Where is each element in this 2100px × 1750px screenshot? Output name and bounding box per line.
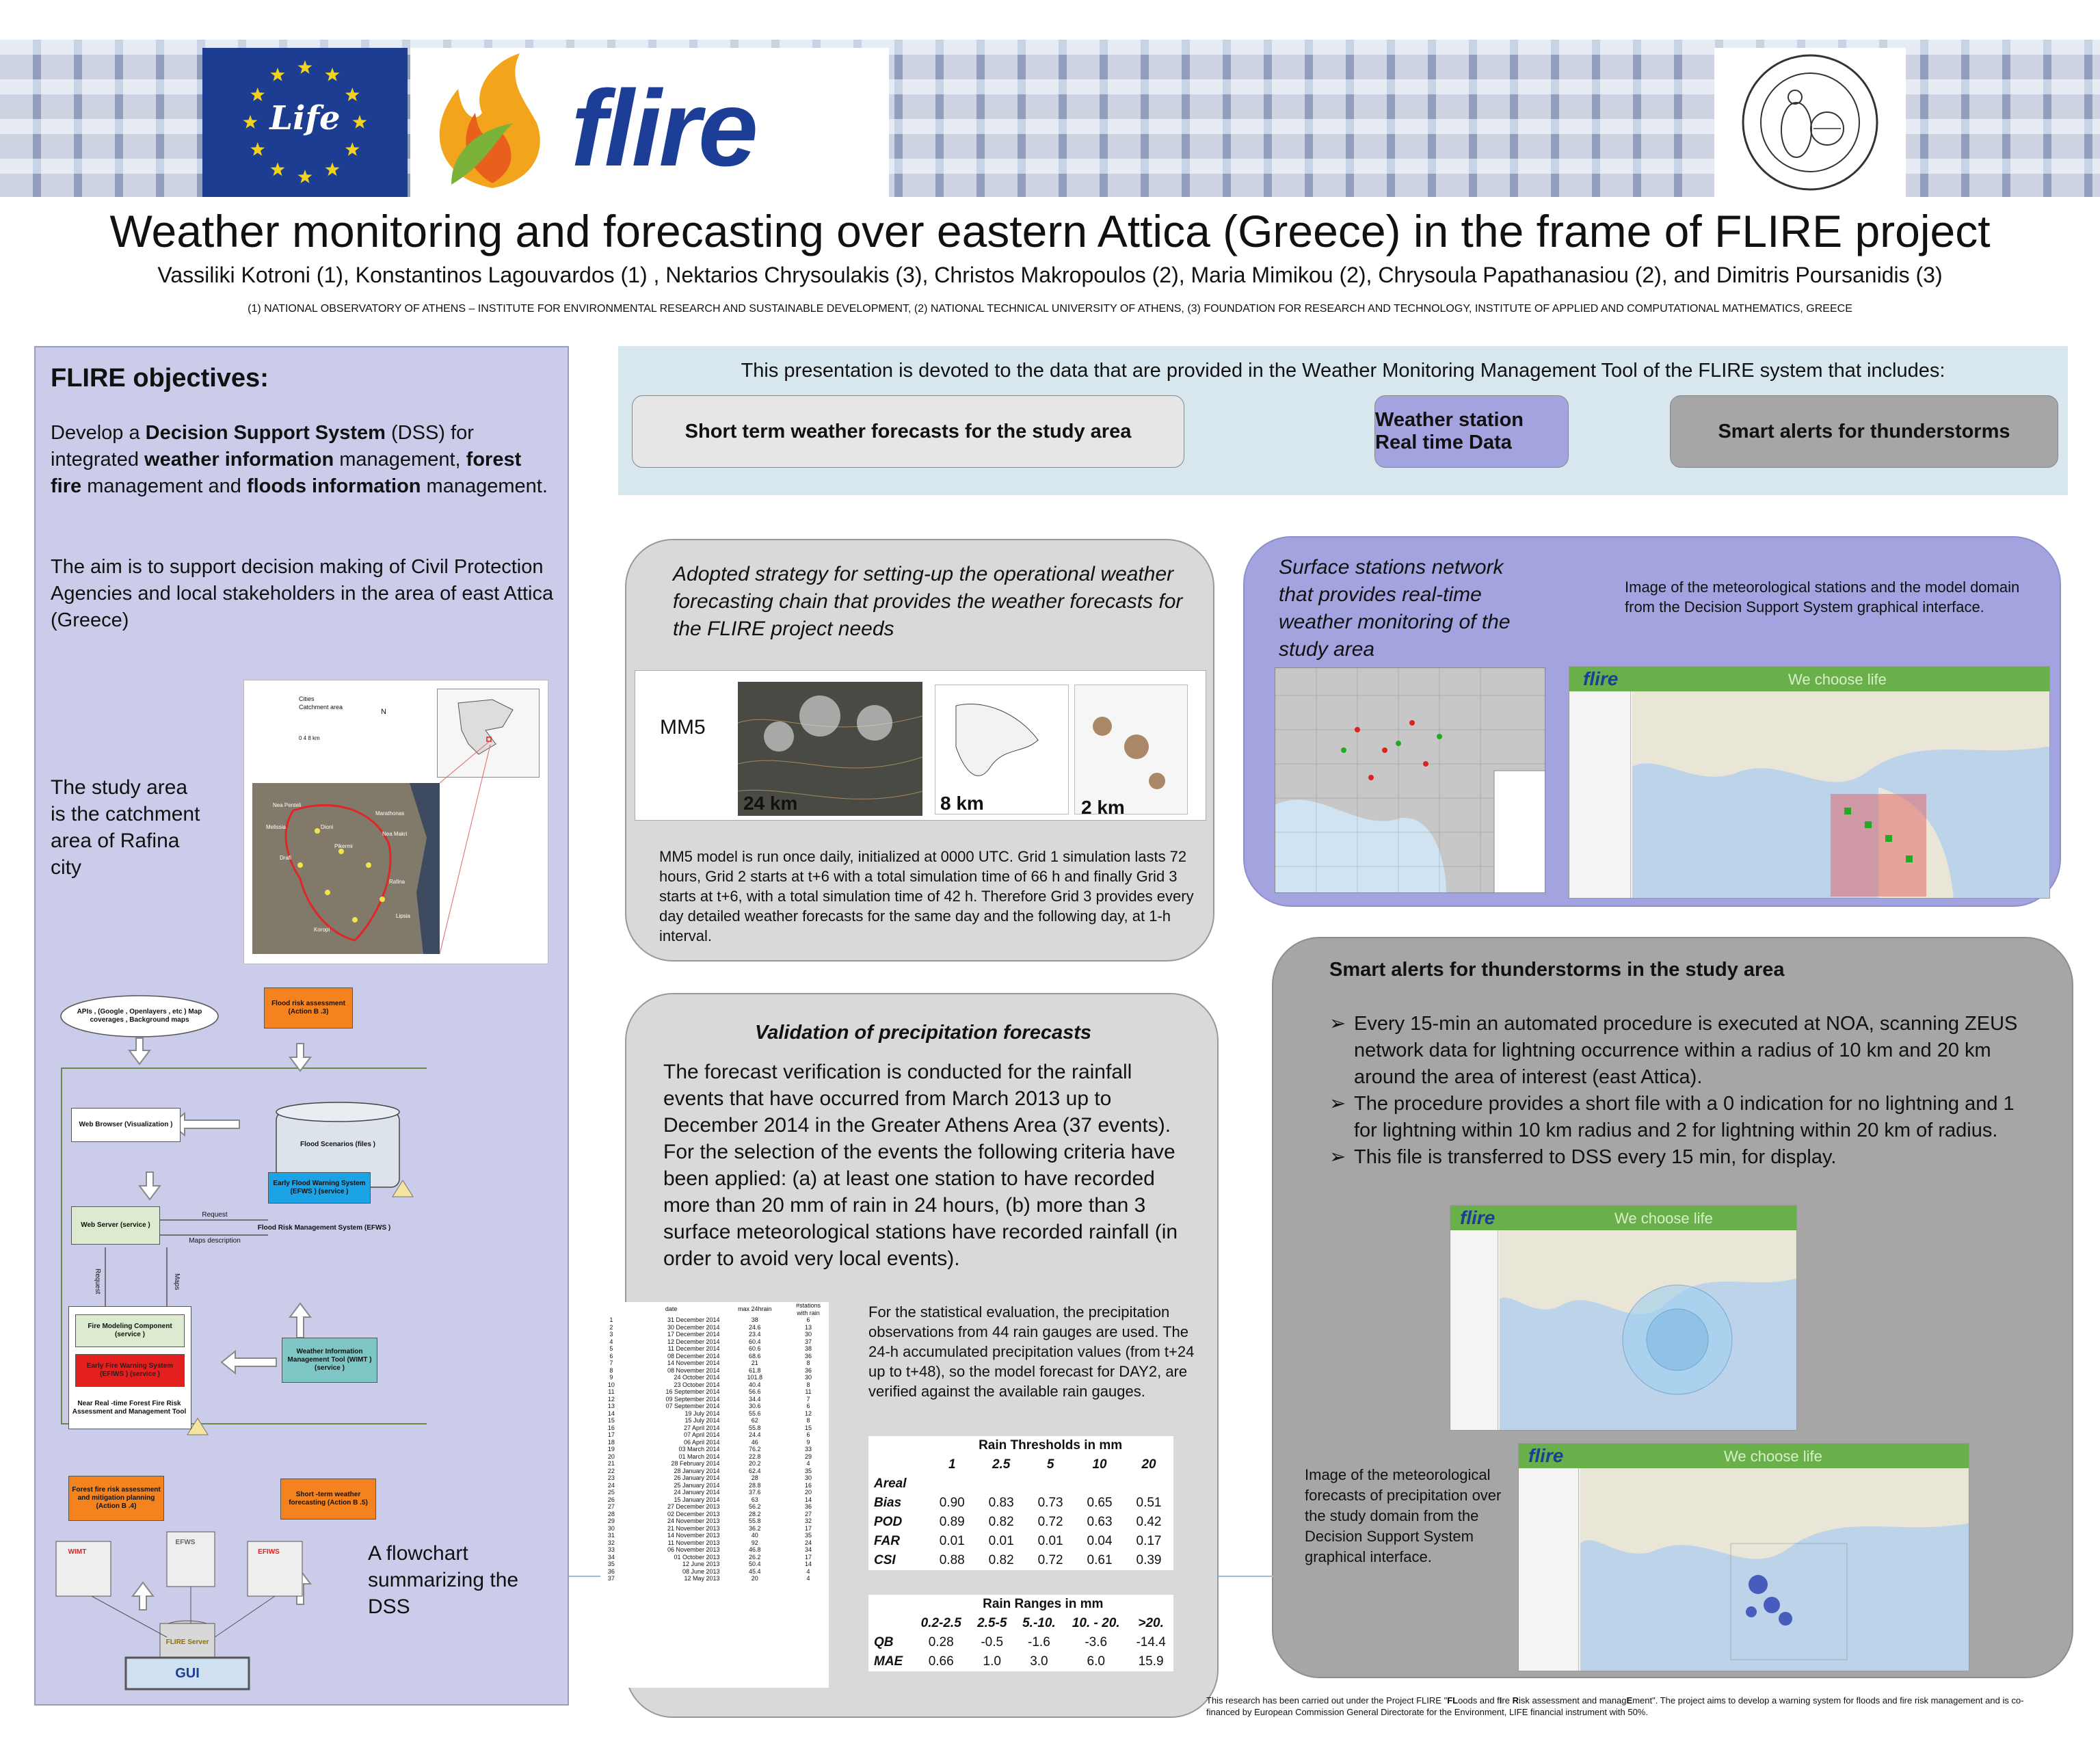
stations-map — [1275, 667, 1545, 893]
table-row: 18 06 April 2014 46 9 — [607, 1438, 810, 1446]
dss-map — [1500, 1230, 1796, 1430]
mm5-label: MM5 — [660, 716, 706, 739]
validation-section — [607, 993, 1219, 1718]
table-row: 26 15 January 2014 63 14 — [607, 1496, 812, 1503]
table-row: 15 15 July 2014 62 8 — [607, 1417, 810, 1424]
eu-star-icon — [298, 170, 313, 183]
ranges-table-container — [868, 1595, 1173, 1671]
table-row: 17 07 April 2014 24.4 6 — [607, 1431, 810, 1438]
request-vertical-label: Request — [94, 1269, 101, 1295]
near-real-time-node: Near Real -time Forest Fire Risk Assessment and Management Tool — [72, 1400, 187, 1416]
request-label: Request — [202, 1211, 228, 1219]
poster-title: Weather monitoring and forecasting over eastern Attica (Greece) in the frame of FLIRE project — [109, 206, 1991, 256]
short-term-node: Short -term weather forecasting (Action B .5) — [280, 1479, 376, 1520]
table-row: 12 09 September 2014 34.4 7 — [607, 1395, 810, 1403]
dss-logo: flire — [1583, 668, 1619, 689]
eu-star-icon — [250, 88, 265, 101]
thresholds-table-container — [868, 1436, 1173, 1570]
eu-star-icon — [250, 142, 265, 156]
alerts-heading: Smart alerts for thunderstorms in the study area — [1329, 959, 1785, 981]
table-row: 34 01 October 2013 26.2 17 — [607, 1553, 812, 1561]
grid3-map — [1074, 685, 1188, 814]
place-label: Dioni — [321, 824, 334, 830]
wimt-node: Weather Information Management Tool (WIMT ) (service ) — [282, 1338, 377, 1383]
table-row: 24 25 January 2014 28.8 16 — [607, 1481, 812, 1489]
maps-vertical-label: Maps — [173, 1273, 181, 1290]
flood-scenarios-node: Flood Scenarios (files ) — [300, 1141, 376, 1148]
map-legend-catchment: Catchment area — [299, 704, 343, 711]
pill-real-time: Weather station Real time Data — [1374, 395, 1569, 468]
strategy-heading: Adopted strategy for setting-up the operational weather forecasting chain that provides the weather forecasts for the FLIRE project needs — [673, 563, 1183, 640]
eu-star-icon — [353, 115, 367, 129]
table-row: 6 08 December 2014 68.6 36 — [609, 1352, 812, 1360]
intro-text: This presentation is devoted to the data that are provided in the Weather Monitoring Management Tool of the FLIRE system that includes: — [741, 360, 1945, 382]
grid1-label: 24 km — [743, 793, 798, 814]
arrow-bullet-icon: ➢ — [1329, 1013, 1346, 1035]
forest-fire-node: Forest fire risk assessment and mitigation planning (Action B .4) — [68, 1476, 164, 1521]
surface-section — [1243, 536, 2061, 907]
table-row: 27 27 December 2013 56.2 36 — [607, 1503, 812, 1510]
table-row: 14 19 July 2014 55.6 12 — [607, 1409, 812, 1417]
arrow-bullet-icon: ➢ — [1329, 1146, 1346, 1168]
map-scale: 0 4 8 km — [299, 735, 320, 741]
table-row: 11 16 September 2014 56.6 11 — [608, 1388, 812, 1395]
table-row: 28 02 December 2013 28.2 27 — [607, 1510, 812, 1517]
bullet-item: ➢ Every 15-min an automated procedure is executed at NOA, scanning ZEUS network data for lightning occurrence within a radius of 10 km and 20 km around the area of interest (east Attica). — [1329, 1011, 2041, 1091]
table-row: CSI 0.88 0.82 0.72 0.61 0.39 — [874, 1553, 1162, 1567]
table-row: 30 21 November 2013 36.2 17 — [607, 1524, 812, 1532]
efiws-node: Early Fire Warning System (EFIWS ) (service ) — [75, 1354, 185, 1387]
events-table: date max 24hrain #stations with rain 1 31 December 2014 38 6 2 30 December 2014 24.6 13 3 17 December 2014 23.4 30 4 12 December 2014 60.4 37 5 11 December 2014 60.6 38 6 08 December 2014 68.6 36 7 14 November 2014 21 8 8 08 November 2014 61.8 36 9 24 October 2014 101.8 30 10 23 October 2014 40.4 8 11 16 September 2014 56.6 11 12 09 September 2014 34.4 7 13 07 September 2014 30.6 6 14 19 July 2014 55.6 12 15 15 July 2014 62 8 16 27 April 2014 55.8 15 17 07 April 2014 24.4 6 18 06 April 2014 46 9 19 03 March 2014 76.2 33 20 01 March 2014 22.8 29 21 28 February 2014 20.2 4 22 28 January 2014 62.4 35 23 26 January 2014 28 30 24 25 January 2014 28.8 16 25 24 January 2014 37.6 20 26 15 January 2014 63 14 27 27 December 2013 56.2 36 28 02 December 2013 28.2 27 29 24 November 2013 55.8 32 30 21 November 2013 36.2 17 31 14 November 2013 40 35 32 11 November 2013 92 24 33 06 November 2013 46.8 34 34 01 October 2013 26.2 17 35 12 June 2013 50.4 14 36 08 June 2013 45.4 4 37 12 May 2013 20 4 — [602, 1302, 829, 1582]
table-row: 31 14 November 2013 40 35 — [607, 1532, 812, 1539]
gui-label: GUI — [175, 1666, 200, 1681]
table-row: 37 12 May 2013 20 4 — [607, 1575, 810, 1582]
table-row: 20 01 March 2014 22.8 29 — [607, 1453, 812, 1460]
section-connector — [1219, 1576, 1273, 1577]
thresholds-table: Rain Thresholds in mm 1 2.5 5 10 20 Areal Bias 0.90 0.83 0.73 0.65 0.51 POD 0.89 0.82 0.72 0.63 0.42 FAR 0.01 0.01 0.01 0.04 0.17 CSI 0.88 0.82 0.72 0.61 0.39 — [868, 1436, 1173, 1570]
validation-heading: Validation of precipitation forecasts — [754, 1022, 1091, 1044]
eu-star-icon — [243, 115, 258, 129]
eu-star-icon — [271, 68, 285, 81]
place-label: Rafina — [389, 879, 406, 885]
dss-logo: flire — [1528, 1445, 1564, 1466]
eu-star-icon — [325, 162, 340, 176]
surface-heading: Surface stations network that provides real-time weather monitoring of the study area — [1279, 556, 1511, 661]
table-row: Bias 0.90 0.83 0.73 0.65 0.51 — [874, 1496, 1162, 1510]
table-row: 4 12 December 2014 60.4 37 — [609, 1338, 812, 1345]
objectives-title: FLIRE objectives: — [51, 364, 269, 393]
flire-server-label: FLIRE Server — [165, 1639, 209, 1646]
affiliations: (1) NATIONAL OBSERVATORY OF ATHENS – INSTITUTE FOR ENVIRONMENTAL RESEARCH AND SUSTAINABLE DEVELOPMENT, (2) NATIONAL TECHNICAL UNIVERSITY OF ATHENS, (3) FOUNDATION FOR RESEARCH AND TECHNOLOGY, INSTITUTE OF APPLIED AND COMPUTATIONAL MATHEMATICS, GREECE — [248, 303, 1852, 315]
flame-leaf-icon — [410, 48, 574, 197]
grid3-label: 2 km — [1081, 797, 1125, 818]
flood-risk-node: Flood risk assessment (Action B .3) — [264, 987, 353, 1029]
flire-logo — [410, 48, 889, 197]
eu-star-icon — [271, 162, 285, 176]
fire-modeling-node: Fire Modeling Component (service ) — [75, 1314, 185, 1347]
map-legend-cities: Cities — [299, 695, 315, 702]
observatory-seal-icon — [1714, 48, 1906, 197]
web-browser-node: Web Browser (Visualization ) — [71, 1108, 181, 1142]
bullet-item: ➢ This file is transferred to DSS every 15 min, for display. — [1329, 1144, 2041, 1171]
table-row: 16 27 April 2014 55.8 15 — [607, 1424, 812, 1431]
pill-short-term: Short term weather forecasts for the study area — [632, 395, 1184, 468]
alerts-bullets — [1329, 1011, 2041, 1171]
place-label: Drafi — [280, 855, 291, 861]
map-north-arrow: N — [381, 708, 386, 716]
statistics-text: For the statistical evaluation, the precipitation observations from 44 rain gauges are used. The 24-h accumulated precipitation values (from t+24 up to t+48), so the model forecast for DAY2, are verified against the available rain gauges. — [868, 1303, 1195, 1400]
table-row: QB 0.28 -0.5 -1.6 -3.6 -14.4 — [874, 1635, 1166, 1649]
flire-logo-text: flire — [571, 68, 756, 189]
dss-layer-panel — [1450, 1230, 1498, 1430]
place-label: Koropi — [314, 927, 330, 933]
eu-star-icon — [298, 60, 313, 74]
table-row: 21 28 February 2014 20.2 4 — [607, 1460, 810, 1467]
strategy-section — [625, 539, 1214, 962]
dss-stations-screenshot — [1569, 666, 2050, 899]
dss-banner-text: We choose life — [1724, 1448, 1822, 1465]
strategy-text: MM5 model is run once daily, initialized at 0000 UTC. Grid 1 simulation lasts 72 hours, Grid 2 starts at t+6 with a total simulation time of 66 h and finally Grid 3 starts at t+6, with a total simulation time of 42 h. Therefore Grid 3 provides every day detailed weather forecasts for the same day and the following day, at 1-h interval. — [659, 848, 1194, 944]
dss-flowchart — [51, 987, 427, 1692]
dss-map — [1580, 1468, 1969, 1671]
place-label: Nea Makri — [382, 831, 408, 837]
events-table-container — [602, 1302, 829, 1688]
life-logo-text: Life — [269, 99, 341, 137]
table-row: 19 03 March 2014 76.2 33 — [607, 1446, 812, 1453]
validation-text: The forecast verification is conducted for the rainfall events that have occurred from March 2013 up to December 2014 in the Greater Athens Area (37 events). For the selection of the events the following criteria have been applied: (a) at least one station to have recorded more than 20 mm of rain in 24 hours, (b) more than 3 surface meteorological stations have recorded rainfall (in order to avoid very local events). — [663, 1061, 1178, 1270]
table-row: 23 26 January 2014 28 30 — [607, 1474, 812, 1481]
objectives-aim: The aim is to support decision making of Civil Protection Agencies and local stakeholders in the area of east Attica (Greece) — [51, 556, 554, 631]
table-row: 25 24 January 2014 37.6 20 — [607, 1489, 812, 1496]
table-row: 8 08 November 2014 61.8 36 — [609, 1366, 812, 1374]
footer-acknowledgement: This research has been carried out under the Project FLIRE "FLoods and fIre Risk assessment and managEment". The project aims to develop a warning system for floods and fire risk management and is co-financed by European Commission General Directorate for the Environment, LIFE financial instrument with 50%. — [1206, 1695, 2024, 1717]
flowchart-caption: A flowchart summarizing the DSS — [368, 1542, 519, 1618]
place-label: Nea Penteli — [273, 802, 302, 808]
eu-star-icon — [325, 68, 340, 81]
table-row: 10 23 October 2014 40.4 8 — [607, 1381, 810, 1388]
place-label: Lipsia — [396, 913, 410, 919]
table-row: 5 11 December 2014 60.6 38 — [609, 1345, 812, 1352]
section-connector — [569, 1576, 600, 1577]
place-label: Marathonas — [375, 810, 405, 817]
table-row: 35 12 June 2013 50.4 14 — [607, 1561, 812, 1567]
surface-caption: Image of the meteorological stations and the model domain from the Decision Support System graphical interface. — [1625, 579, 2020, 615]
eu-star-icon — [345, 88, 360, 101]
table-row: 2 30 December 2014 24.6 13 — [609, 1323, 812, 1331]
mm5-domains-figure — [635, 670, 1206, 821]
intro-band — [618, 346, 2068, 495]
table-row: 32 11 November 2013 92 24 — [607, 1539, 812, 1546]
place-label: Melissia — [266, 824, 286, 830]
dss-precipitation-screenshot — [1518, 1443, 1969, 1671]
efws-label: EFWS — [175, 1539, 196, 1546]
table-row: 33 06 November 2013 46.8 34 — [607, 1546, 812, 1553]
study-area-map — [243, 680, 548, 964]
web-server-node: Web Server (service ) — [71, 1206, 160, 1245]
maps-description-label: Maps description — [189, 1237, 241, 1245]
apis-node: APIs , (Google , Openlayers , etc ) Map coverages , Background maps — [77, 1008, 202, 1024]
place-label: Pikermi — [334, 843, 353, 849]
alerts-section — [1272, 937, 2073, 1678]
dss-banner-text: We choose life — [1614, 1210, 1713, 1227]
table-row: MAE 0.66 1.0 3.0 6.0 15.9 — [874, 1654, 1164, 1669]
dss-lightning-screenshot — [1450, 1205, 1797, 1431]
table-row: 7 14 November 2014 21 8 — [609, 1360, 810, 1366]
table-row: FAR 0.01 0.01 0.01 0.04 0.17 — [874, 1534, 1162, 1548]
noa-seal — [1714, 48, 1906, 197]
wimt-label: WIMT — [68, 1548, 87, 1556]
table-row: 29 24 November 2013 55.8 32 — [607, 1517, 812, 1524]
dss-logo: flire — [1460, 1207, 1496, 1228]
study-area-text: The study area is the catchment area of Rafina city — [51, 776, 200, 879]
efiws-label: EFIWS — [258, 1548, 280, 1556]
table-row: POD 0.89 0.82 0.72 0.63 0.42 — [874, 1515, 1162, 1529]
table-row: 1 31 December 2014 38 6 — [609, 1316, 810, 1323]
precip-caption: Image of the meteorological forecasts of precipitation over the study domain from the Decision Support System graphical interface. — [1305, 1466, 1502, 1565]
dss-layer-panel — [1519, 1468, 1579, 1671]
arrow-bullet-icon: ➢ — [1329, 1093, 1346, 1115]
table-row: 3 17 December 2014 23.4 30 — [609, 1331, 812, 1338]
eu-star-icon — [345, 142, 360, 156]
pill-alerts: Smart alerts for thunderstorms — [1670, 395, 2058, 468]
life-logo — [202, 48, 408, 197]
table-row: 13 07 September 2014 30.6 6 — [607, 1403, 810, 1409]
bullet-item: ➢ The procedure provides a short file with a 0 indication for no lightning and 1 for lightning within 10 km radius and 2 for lightning within 20 km of radius. — [1329, 1091, 2041, 1144]
table-row: 36 08 June 2013 45.4 4 — [607, 1567, 810, 1575]
table-row: 22 28 January 2014 62.4 35 — [607, 1467, 812, 1474]
ranges-table: Rain Ranges in mm 0.2-2.5 2.5-5 5.-10. 10. - 20. >20. QB 0.28 -0.5 -1.6 -3.6 -14.4 MAE 0.66 1.0 3.0 6.0 15.9 — [868, 1595, 1173, 1671]
frms-node: Flood Risk Management System (EFWS ) — [257, 1224, 391, 1232]
grid2-label: 8 km — [940, 793, 984, 814]
objectives-panel — [34, 346, 569, 1706]
dss-banner-text: We choose life — [1788, 671, 1887, 688]
efws-node: Early Flood Warning System (EFWS ) (service ) — [268, 1172, 371, 1204]
dss-map — [1632, 691, 2049, 898]
authors: Vassiliki Kotroni (1), Konstantinos Lagouvardos (1) , Nektarios Chrysoulakis (3), Christos Makropoulos (2), Maria Mimikou (2), Chrysoula Papathanasiou (2), and Dimitris Poursanidis (3) — [157, 263, 1943, 287]
dss-layer-panel — [1569, 691, 1631, 898]
objectives-text: Develop a Decision Support System (DSS) for integrated weather information management, forest fire management and floods information management. — [51, 422, 548, 497]
inset-connector-lines — [244, 680, 549, 965]
table-row: 9 24 October 2014 101.8 30 — [609, 1374, 812, 1381]
